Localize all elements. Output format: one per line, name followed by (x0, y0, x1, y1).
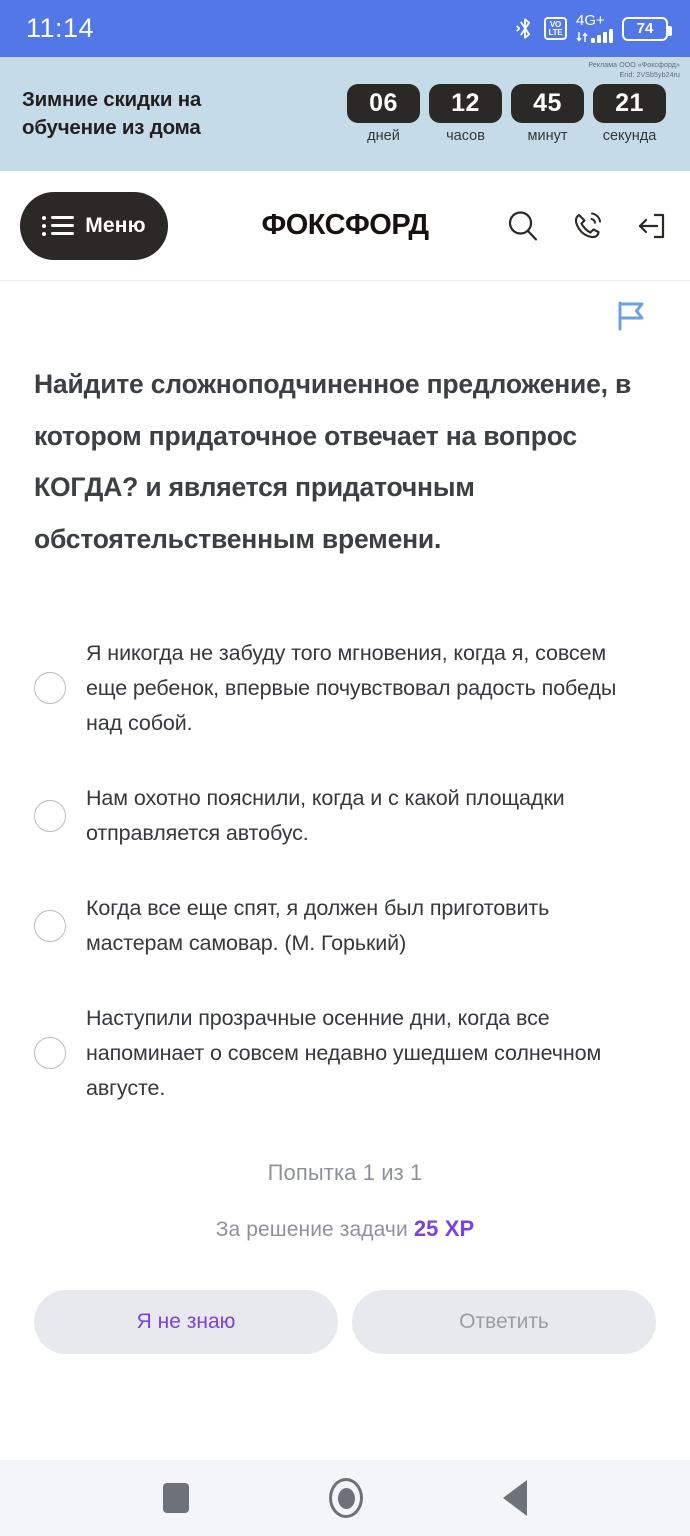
hamburger-list-icon (42, 216, 74, 236)
task-content (0, 281, 690, 1242)
network-generation-label: 4G+ (576, 12, 605, 29)
volte-icon: VO LTE (544, 17, 567, 40)
timer-unit-hours (429, 84, 502, 144)
attempt-counter: Попытка 1 из 1 (267, 1160, 423, 1185)
timer-seconds-value: 21 (593, 84, 666, 123)
countdown-timer (347, 84, 674, 144)
battery-icon (622, 17, 668, 41)
promo-banner-title: Зимние скидки на обучение из дома (22, 87, 202, 139)
radio-button-3[interactable] (34, 910, 66, 942)
ad-legal-disclaimer (588, 61, 680, 81)
answer-button[interactable]: Ответить (352, 1290, 656, 1354)
timer-unit-minutes (511, 84, 584, 144)
timer-minutes-value: 45 (511, 84, 584, 123)
site-header (0, 171, 690, 281)
android-navigation-bar (0, 1460, 690, 1536)
search-icon[interactable] (506, 209, 540, 243)
reward-xp-value: 25 XP (413, 1216, 475, 1241)
back-button[interactable] (503, 1480, 527, 1516)
report-button-wrap (34, 281, 656, 333)
timer-unit-days (347, 84, 420, 144)
network-indicator (576, 14, 613, 43)
header-action-icons (506, 209, 668, 243)
radio-button-1[interactable] (34, 672, 66, 704)
menu-button-label: Меню (85, 213, 146, 237)
android-status-bar (0, 0, 690, 57)
ad-legal-line-1: Реклама ООО «Фоксфорд» (588, 62, 680, 69)
site-logo[interactable]: ФОКСФОРД (261, 209, 429, 241)
answer-option-3-label: Когда все еще спят, я должен был приготовить мастерам самовар. (М. Горький) (86, 895, 550, 955)
radio-button-4[interactable] (34, 1037, 66, 1069)
timer-hours-label: часов (446, 128, 485, 144)
data-transfer-icon (576, 31, 588, 43)
timer-seconds-label: секунда (602, 128, 657, 144)
question-text: Найдите сложноподчиненное предложение, в котором придаточное отвечает на вопрос КОГДА? и является придаточным обстоятельственным времени. (34, 369, 632, 555)
answer-option-2[interactable] (34, 781, 656, 851)
answer-option-1-label: Я никогда не забуду того мгновения, когда я, совсем еще ребенок, впервые почувствовал радость победы над собой. (86, 640, 617, 735)
phone-call-icon[interactable] (570, 209, 604, 243)
timer-days-label: дней (367, 128, 400, 144)
bluetooth-icon (515, 16, 535, 41)
reward-label: За решение задачи (215, 1218, 408, 1241)
answer-option-4-label: Наступили прозрачные осенние дни, когда все напоминает о совсем недавно ушедшем солнечном августе. (86, 1005, 602, 1100)
action-buttons-row (0, 1290, 690, 1354)
timer-minutes-label: минут (527, 128, 568, 144)
radio-button-2[interactable] (34, 800, 66, 832)
answer-option-1[interactable] (34, 636, 656, 741)
promo-banner[interactable] (0, 57, 690, 171)
status-bar-icons (515, 14, 668, 43)
reward-info (34, 1216, 656, 1242)
answer-option-4[interactable] (34, 1001, 656, 1106)
answer-option-3[interactable] (34, 891, 656, 961)
logout-icon[interactable] (634, 209, 668, 243)
ad-legal-line-2: Erid: 2VSb5yb24ru (619, 72, 680, 80)
menu-button[interactable] (20, 192, 168, 260)
timer-days-value: 06 (347, 84, 420, 123)
signal-bars-icon (591, 28, 613, 43)
answer-option-2-label: Нам охотно пояснили, когда и с какой площадки отправляется автобус. (86, 785, 565, 845)
recent-apps-button[interactable] (163, 1483, 189, 1513)
battery-percent-label: 74 (636, 20, 654, 37)
timer-hours-value: 12 (429, 84, 502, 123)
status-bar-clock: 11:14 (26, 13, 95, 43)
dont-know-button[interactable]: Я не знаю (34, 1290, 338, 1354)
flag-icon[interactable] (614, 299, 648, 333)
home-button[interactable] (329, 1478, 363, 1518)
timer-unit-seconds (593, 84, 666, 144)
answer-options-list (34, 636, 656, 1106)
